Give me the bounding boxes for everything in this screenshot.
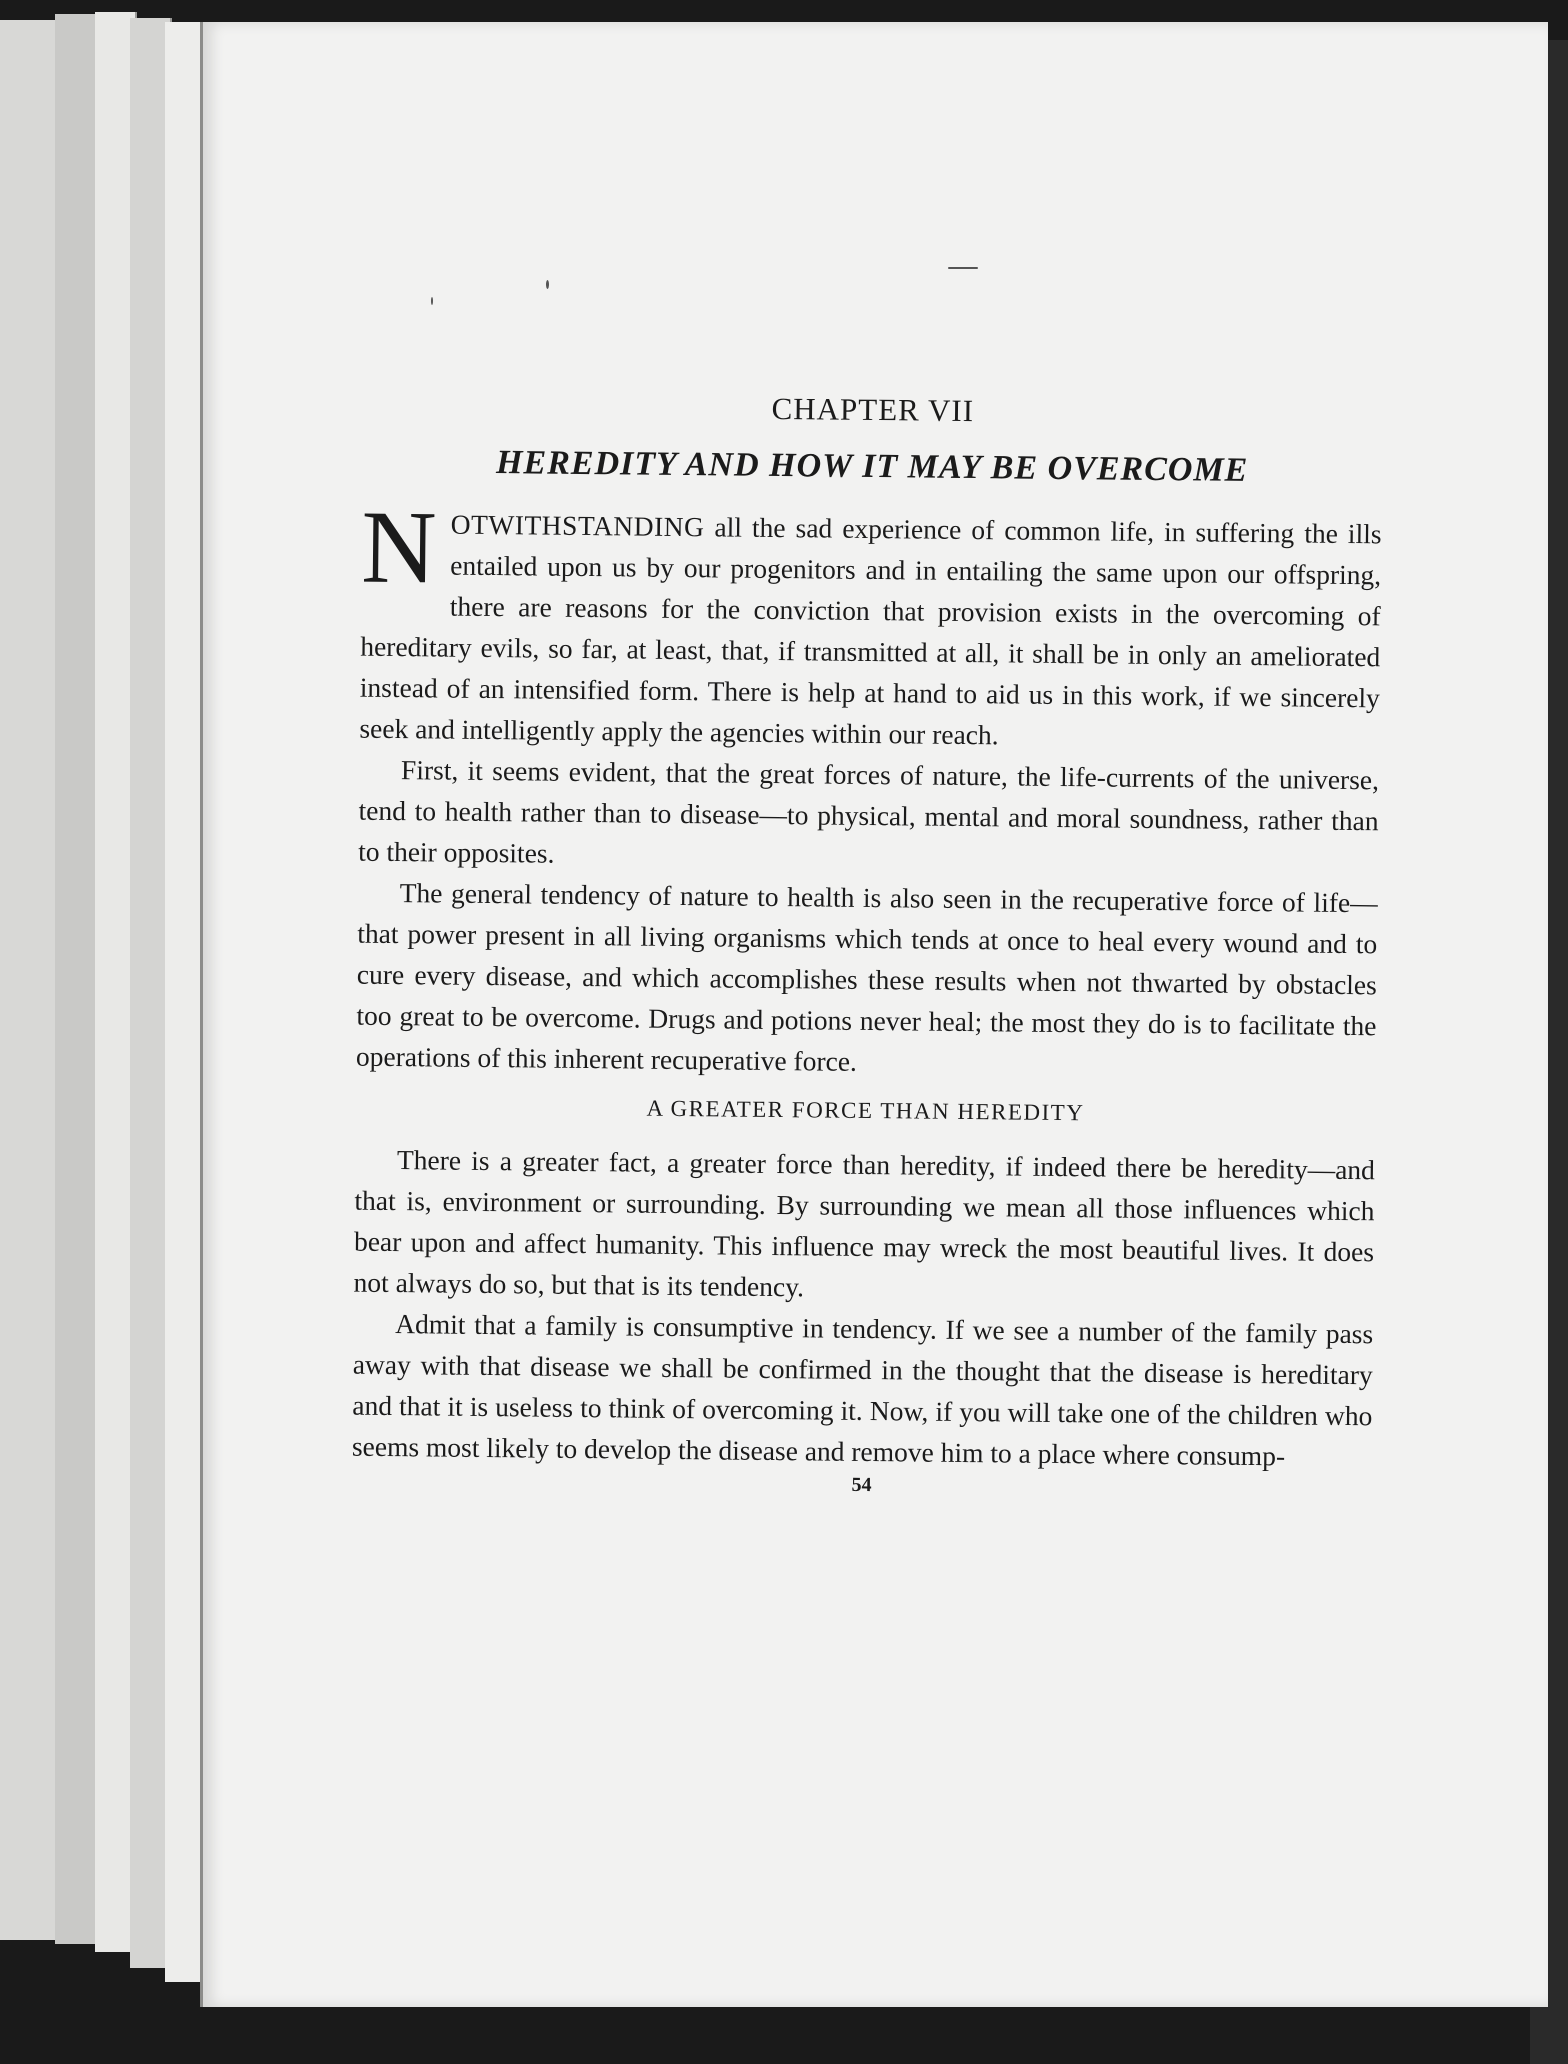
- page-edge: [0, 20, 62, 1940]
- paragraph-3: The general tendency of nature to health is also seen in the recuperative force of life—that power present in all living organisms which tends at once to heal every wound and to cure every disease, and which accomplishes these results when not thwarted by obstacles too great to be overcome. Drugs and potions never heal; the most they do is to facilitate the operations of this inherent recuperative force.: [355, 877, 1378, 1077]
- paragraph-4: There is a greater fact, a greater force than heredity, if indeed there be heredity—and that is, environment or surrounding. By surrounding we mean all those influences which bear upon and affect humanity. This influence may wreck the most beautiful lives. It does not always do so, but that is its tendency.: [353, 1144, 1376, 1303]
- section-heading: A GREATER FORCE THAN HEREDITY: [646, 1095, 1085, 1126]
- dust-speck: [431, 297, 433, 305]
- page-number: 54: [851, 1473, 872, 1497]
- paragraph-2: First, it seems evident, that the great forces of nature, the life-currents of the universe, tend to health rather than to disease—to physical, mental and moral soundness, rather than to their opposites.: [358, 754, 1380, 869]
- dust-speck: [948, 267, 978, 269]
- chapter-number: CHAPTER VII: [771, 390, 975, 429]
- drop-cap: N: [360, 489, 438, 606]
- book-page: [200, 22, 1548, 2007]
- paragraph-1: [359, 489, 1382, 760]
- opening-word: OTWITHSTANDING: [450, 508, 705, 543]
- page-content: [351, 387, 1383, 1503]
- paragraph-5: Admit that a family is consumptive in tendency. If we see a number of the family pass away with that disease we shall be confirmed in the thought that the disease is hereditary and that it is useless to think of overcoming it. Now, if you will take one of the children who seems most likely to develop the disease and remove him to a place where consump-: [351, 1308, 1374, 1472]
- paragraph-1-text: all the sad experience of common life, in suffering the ills entailed upon us by our progenitors and in entailing the same upon our offspring, there are reasons for the conviction that provision exists in the overcoming of hereditary evils, so far, at least, that, if transmitted at all, it shall be in only an ameliorated instead of an intensified form. There is help at hand to aid us in this work, if we sincerely seek and intelligently apply the agencies within our reach.: [359, 511, 1382, 751]
- chapter-title: HEREDITY AND HOW IT MAY BE OVERCOME: [495, 444, 1249, 489]
- dust-speck: [546, 280, 549, 289]
